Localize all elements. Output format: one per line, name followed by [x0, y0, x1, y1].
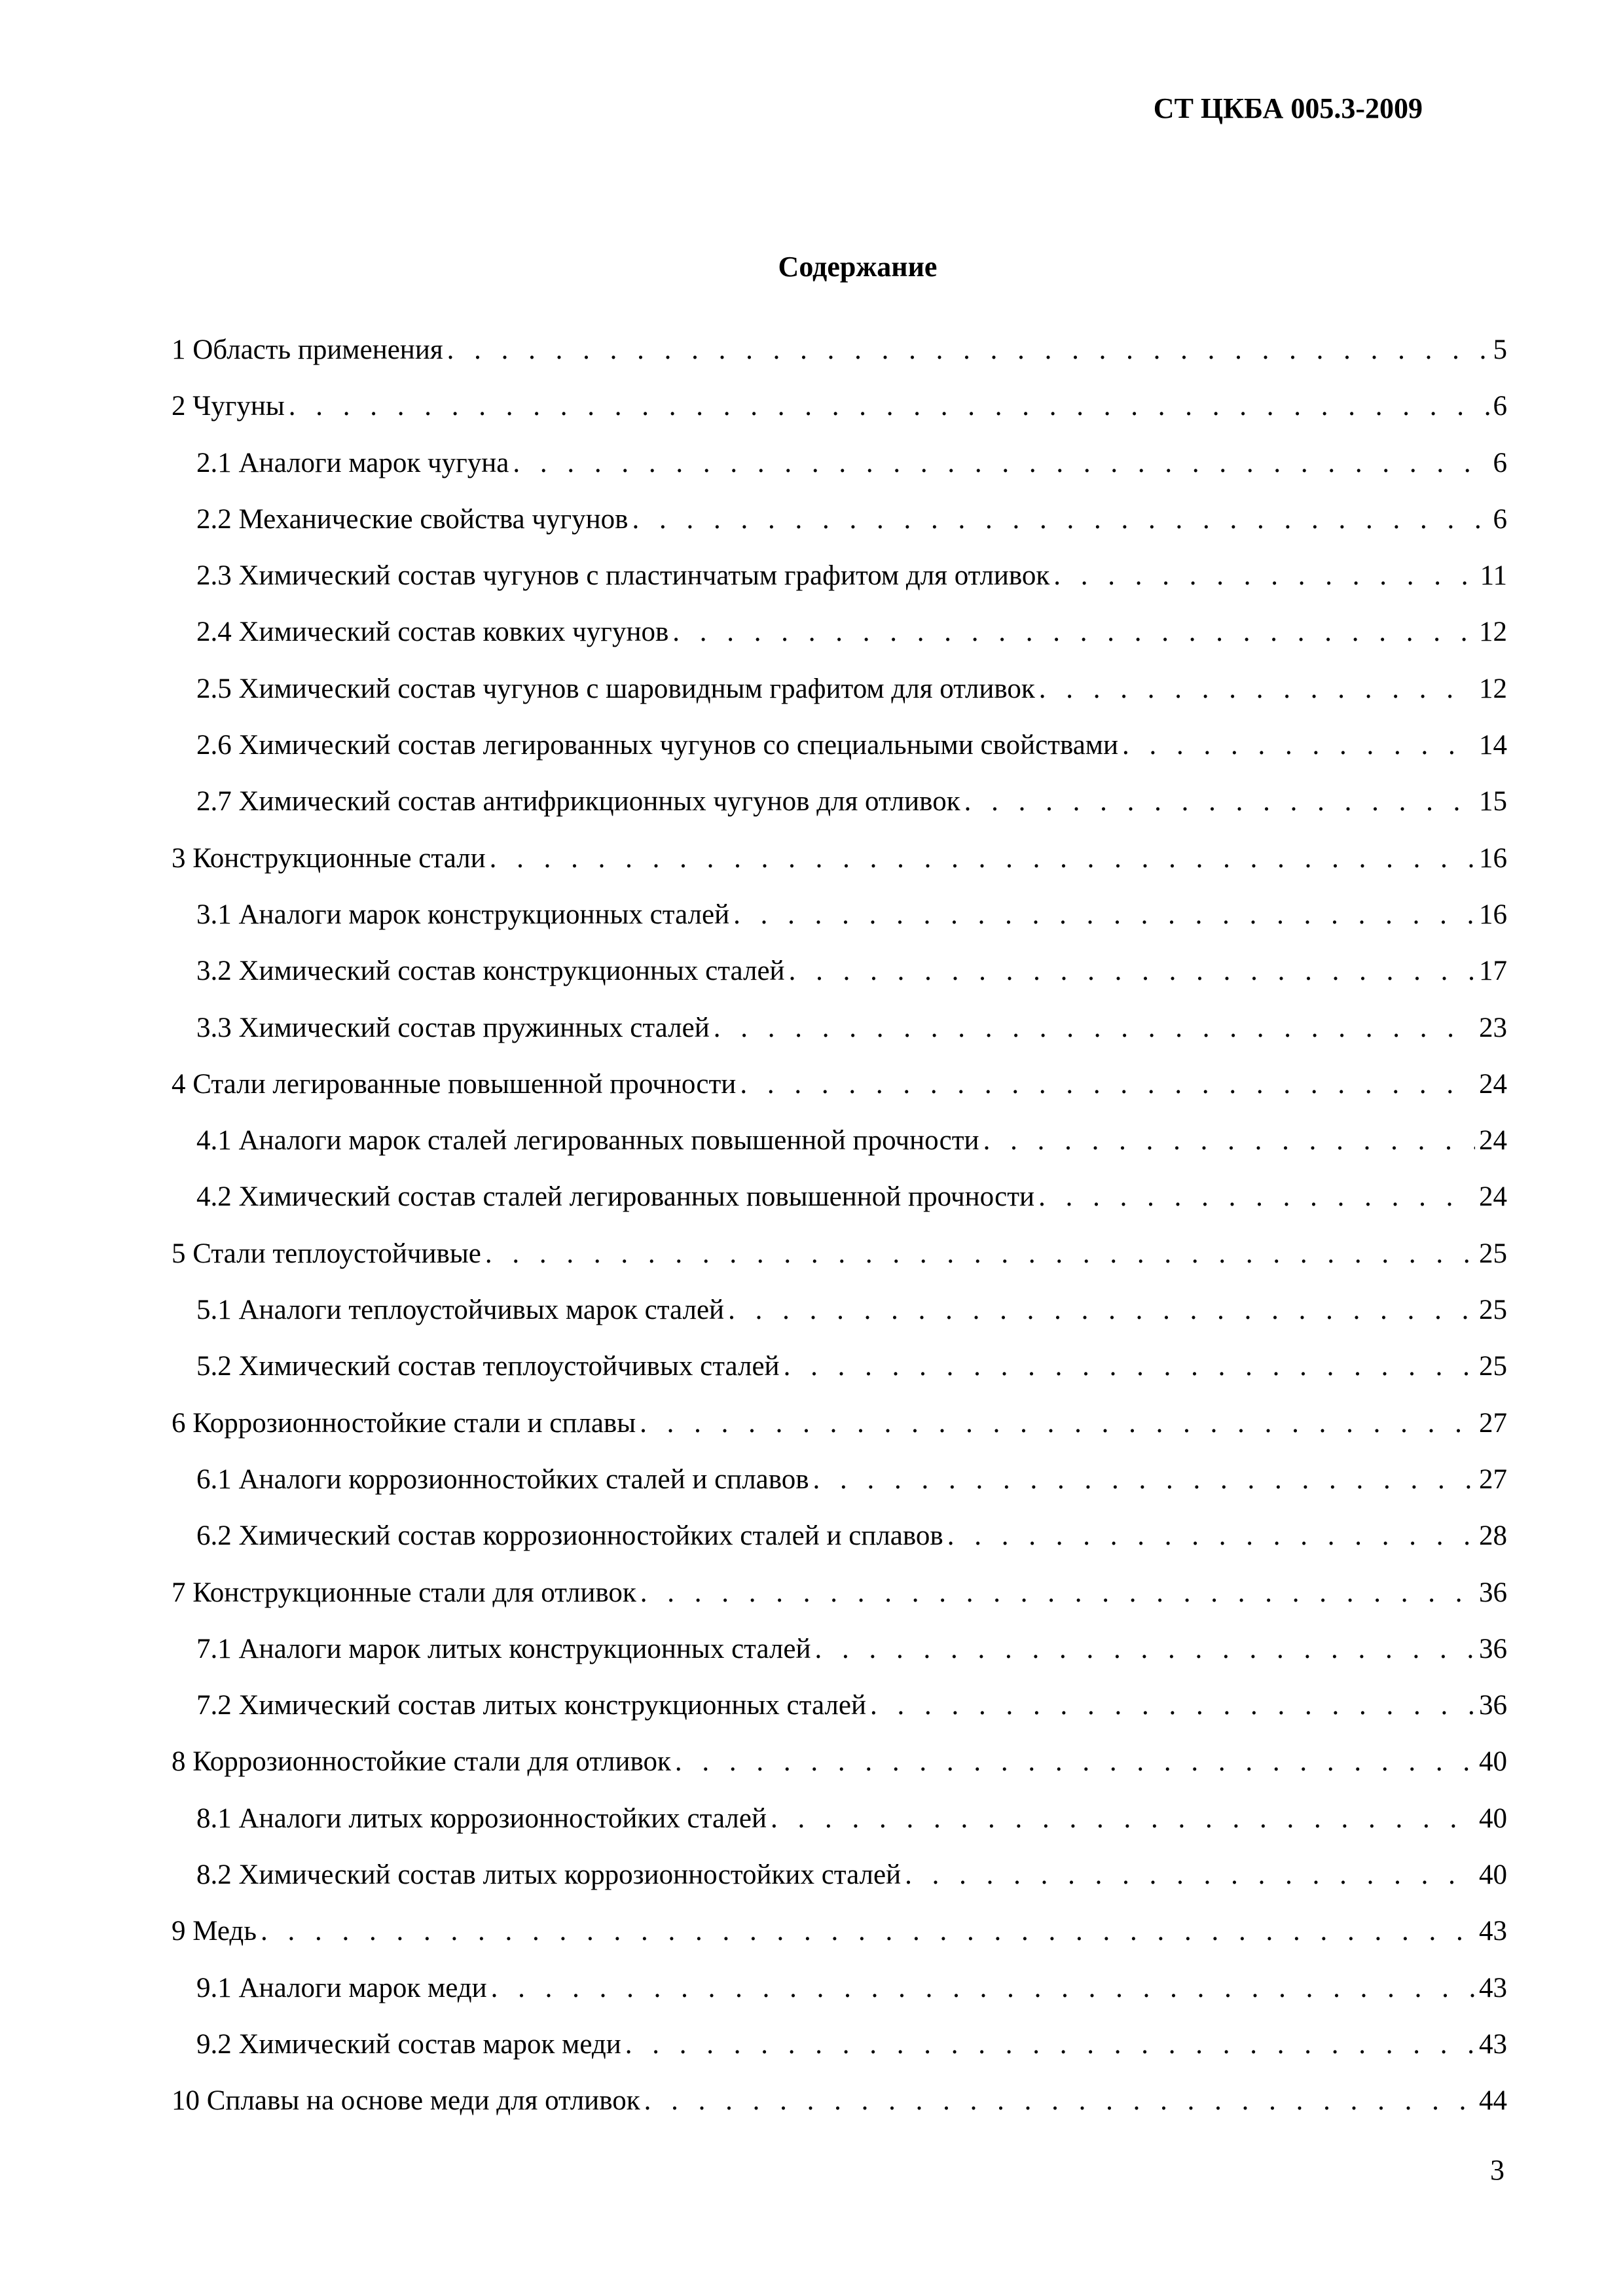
toc-dot-leader — [1039, 661, 1475, 717]
toc-entry-title: 8.1 Аналоги литых коррозионностойких сталей — [196, 1803, 767, 1834]
toc-entry-page: 12 — [1479, 617, 1507, 648]
toc-section-entry[interactable] — [172, 1395, 1507, 1452]
toc-entry-page: 12 — [1479, 673, 1507, 704]
toc-entry-page: 16 — [1479, 842, 1507, 874]
toc-entry-page: 36 — [1479, 1633, 1507, 1664]
toc-entry-title: 9.1 Аналоги марок меди — [196, 1972, 487, 2003]
toc-dot-leader — [964, 774, 1475, 830]
toc-dot-leader — [789, 943, 1475, 999]
toc-entry-title: 6.1 Аналоги коррозионностойких сталей и сплавов — [196, 1463, 809, 1495]
toc-subsection-entry[interactable] — [172, 1791, 1507, 1847]
toc-entry-title: 4.1 Аналоги марок сталей легированных повышенной прочности — [196, 1125, 979, 1157]
toc-subsection-entry[interactable] — [172, 1000, 1507, 1056]
toc-subsection-entry[interactable] — [172, 1960, 1507, 2017]
toc-entry-title: 3.2 Химический состав конструкционных сталей — [196, 956, 785, 987]
toc-entry-title: 8.2 Химический состав литых коррозионностойких сталей — [196, 1859, 902, 1891]
toc-entry-title: 2 Чугуны — [172, 391, 285, 422]
toc-entry-title: 10 Сплавы на основе меди для отливок — [172, 2085, 640, 2117]
toc-subsection-entry[interactable] — [172, 1677, 1507, 1734]
toc-dot-leader — [813, 1452, 1475, 1508]
toc-entry-page: 43 — [1479, 1916, 1507, 1947]
toc-dot-leader — [814, 1621, 1475, 1677]
toc-dot-leader — [513, 435, 1489, 492]
toc-section-entry[interactable] — [172, 831, 1507, 887]
toc-entry-title: 4 Стали легированные повышенной прочности — [172, 1068, 737, 1100]
toc-dot-leader — [672, 604, 1475, 660]
toc-dot-leader — [947, 1508, 1475, 1564]
toc-entry-title: 5 Стали теплоустойчивые — [172, 1238, 481, 1269]
toc-section-entry[interactable] — [172, 378, 1507, 435]
toc-entry-page: 40 — [1479, 1859, 1507, 1891]
toc-section-entry[interactable] — [172, 1565, 1507, 1621]
toc-entry-title: 1 Область применения — [172, 334, 443, 365]
toc-subsection-entry[interactable] — [172, 1847, 1507, 1903]
toc-subsection-entry[interactable] — [172, 1621, 1507, 1677]
toc-entry-title: 5.1 Аналоги теплоустойчивых марок сталей — [196, 1295, 725, 1326]
toc-entry-title: 2.4 Химический состав ковких чугунов — [196, 617, 669, 648]
toc-entry-title: 2.5 Химический состав чугунов с шаровидным графитом для отливок — [196, 673, 1035, 704]
toc-entry-title: 9 Медь — [172, 1916, 257, 1947]
toc-entry-page: 17 — [1479, 956, 1507, 987]
toc-dot-leader — [632, 492, 1489, 548]
toc-entry-title: 3.1 Аналоги марок конструкционных сталей — [196, 899, 730, 930]
toc-entry-page: 43 — [1479, 2028, 1507, 2060]
toc-entry-page: 24 — [1479, 1125, 1507, 1157]
toc-entry-title: 7.2 Химический состав литых конструкционных сталей — [196, 1690, 866, 1721]
toc-subsection-entry[interactable] — [172, 1452, 1507, 1508]
toc-section-entry[interactable] — [172, 1056, 1507, 1113]
toc-entry-title: 4.2 Химический состав сталей легированных повышенной прочности — [196, 1181, 1035, 1213]
toc-entry-page: 24 — [1479, 1068, 1507, 1100]
toc-dot-leader — [289, 378, 1489, 435]
toc-section-entry[interactable] — [172, 1734, 1507, 1790]
toc-entry-title: 2.6 Химический состав легированных чугунов со специальными свойствами — [196, 730, 1118, 761]
toc-dot-leader — [447, 322, 1489, 378]
toc-entry-page: 36 — [1479, 1577, 1507, 1608]
toc-entry-title: 6 Коррозионностойкие стали и сплавы — [172, 1407, 636, 1439]
toc-entry-page: 43 — [1479, 1972, 1507, 2003]
toc-subsection-entry[interactable] — [172, 774, 1507, 830]
toc-entry-page: 15 — [1479, 786, 1507, 817]
toc-dot-leader — [714, 1000, 1475, 1056]
page-number: 3 — [1490, 2154, 1504, 2186]
toc-dot-leader — [644, 2073, 1475, 2129]
toc-entry-page: 25 — [1479, 1351, 1507, 1382]
toc-section-entry[interactable] — [172, 1226, 1507, 1282]
toc-section-entry[interactable] — [172, 2073, 1507, 2129]
toc-subsection-entry[interactable] — [172, 604, 1507, 660]
toc-subsection-entry[interactable] — [172, 943, 1507, 999]
toc-dot-leader — [625, 2017, 1475, 2073]
toc-entry-page: 28 — [1479, 1520, 1507, 1552]
toc-dot-leader — [870, 1677, 1475, 1734]
toc-dot-leader — [1122, 717, 1475, 774]
toc-subsection-entry[interactable] — [172, 548, 1507, 604]
toc-dot-leader — [740, 1056, 1475, 1113]
toc-dot-leader — [491, 1960, 1475, 2017]
toc-dot-leader — [771, 1791, 1475, 1847]
toc-title: Содержание — [778, 251, 938, 283]
toc-entry-page: 23 — [1479, 1012, 1507, 1043]
toc-dot-leader — [675, 1734, 1475, 1790]
toc-entry-page: 24 — [1479, 1181, 1507, 1213]
toc-entry-page: 25 — [1479, 1295, 1507, 1326]
toc-entry-page: 40 — [1479, 1803, 1507, 1834]
toc-entry-title: 7 Конструкционные стали для отливок — [172, 1577, 636, 1608]
toc-subsection-entry[interactable] — [172, 717, 1507, 774]
toc-subsection-entry[interactable] — [172, 1508, 1507, 1564]
toc-entry-page: 6 — [1493, 447, 1507, 478]
toc-dot-leader — [640, 1395, 1475, 1452]
toc-subsection-entry[interactable] — [172, 2017, 1507, 2073]
toc-entry-page: 11 — [1480, 560, 1507, 592]
toc-entry-page: 14 — [1479, 730, 1507, 761]
toc-subsection-entry[interactable] — [172, 661, 1507, 717]
toc-entry-page: 36 — [1479, 1690, 1507, 1721]
toc-dot-leader — [640, 1565, 1475, 1621]
toc-dot-leader — [728, 1282, 1475, 1338]
document-code: СТ ЦКБА 005.3-2009 — [1153, 92, 1423, 124]
toc-subsection-entry[interactable] — [172, 1282, 1507, 1338]
toc-entry-page: 40 — [1479, 1746, 1507, 1778]
toc-entry-title: 6.2 Химический состав коррозионностойких сталей и сплавов — [196, 1520, 943, 1552]
table-of-contents — [172, 322, 1507, 2130]
toc-dot-leader — [261, 1903, 1475, 1960]
toc-entry-title: 3.3 Химический состав пружинных сталей — [196, 1012, 710, 1043]
toc-entry-page: 25 — [1479, 1238, 1507, 1269]
toc-entry-page: 5 — [1493, 334, 1507, 365]
toc-dot-leader — [1053, 548, 1476, 604]
toc-dot-leader — [490, 831, 1475, 887]
toc-entry-title: 2.3 Химический состав чугунов с пластинчатым графитом для отливок — [196, 560, 1050, 592]
toc-section-entry[interactable] — [172, 1903, 1507, 1960]
toc-section-entry[interactable] — [172, 322, 1507, 378]
toc-dot-leader — [733, 887, 1475, 943]
toc-subsection-entry[interactable] — [172, 1169, 1507, 1225]
toc-subsection-entry[interactable] — [172, 1113, 1507, 1169]
toc-dot-leader — [784, 1338, 1475, 1395]
toc-subsection-entry[interactable] — [172, 887, 1507, 943]
toc-subsection-entry[interactable] — [172, 435, 1507, 492]
toc-dot-leader — [905, 1847, 1475, 1903]
toc-entry-title: 2.7 Химический состав антифрикционных чугунов для отливок — [196, 786, 960, 817]
toc-dot-leader — [983, 1113, 1475, 1169]
toc-entry-title: 9.2 Химический состав марок меди — [196, 2028, 621, 2060]
toc-entry-page: 27 — [1479, 1463, 1507, 1495]
toc-dot-leader — [485, 1226, 1475, 1282]
toc-entry-page: 16 — [1479, 899, 1507, 930]
toc-subsection-entry[interactable] — [172, 1338, 1507, 1395]
toc-entry-title: 8 Коррозионностойкие стали для отливок — [172, 1746, 671, 1778]
toc-subsection-entry[interactable] — [172, 492, 1507, 548]
toc-entry-page: 6 — [1493, 503, 1507, 535]
toc-dot-leader — [1038, 1169, 1475, 1225]
toc-entry-page: 44 — [1479, 2085, 1507, 2117]
toc-entry-title: 2.1 Аналоги марок чугуна — [196, 447, 509, 478]
toc-entry-page: 6 — [1493, 391, 1507, 422]
toc-entry-title: 3 Конструкционные стали — [172, 842, 486, 874]
toc-entry-page: 27 — [1479, 1407, 1507, 1439]
toc-entry-title: 2.2 Механические свойства чугунов — [196, 503, 629, 535]
toc-entry-title: 5.2 Химический состав теплоустойчивых сталей — [196, 1351, 780, 1382]
toc-entry-title: 7.1 Аналоги марок литых конструкционных сталей — [196, 1633, 811, 1664]
